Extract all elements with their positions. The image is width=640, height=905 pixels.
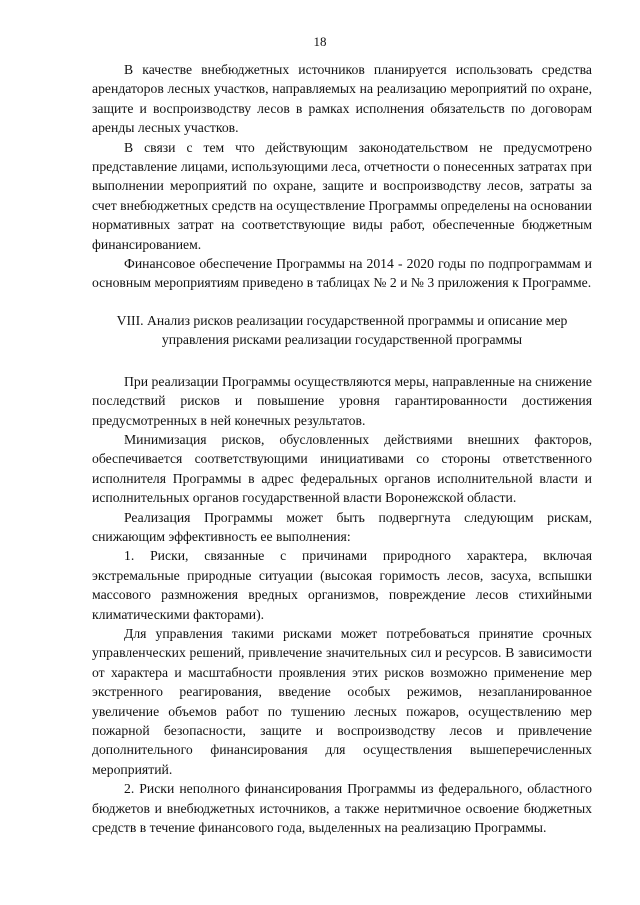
paragraph-financial-support: Финансовое обеспечение Программы на 2014 - 2020 годы по подпрограммам и основным мероприятиям приведено в таблицах № 2 и № 3 приложения к Программе. bbox=[92, 256, 592, 291]
paragraph-risk-natural: 1. Риски, связанные с причинами природного характера, включая экстремальные природные ситуации (высокая горимость лесов, засуха, вспышки массового размножения вредных организмов, повреждение лесов стихийными климатическими факторами). bbox=[92, 548, 592, 622]
section-heading-viii: VIII. Анализ рисков реализации государственной программы и описание мер управления рисками реализации государственной программы bbox=[116, 312, 568, 348]
paragraph-reporting-costs: В связи с тем что действующим законодательством не предусмотрено представление лицами, использующими леса, отчетности о понесенных затратах при выполнении мероприятий по охране, защите и воспроизводству лесов, затраты за счет внебюджетных средств на осуществление Программы определены на основании нормативных затрат на соответствующие виды работ, обеспеченные бюджетным финансированием. bbox=[92, 139, 592, 252]
paragraph-risk-measures: При реализации Программы осуществляются меры, направленные на снижение последствий рисков и повышение уровня гарантированности достижения предусмотренных в ней конечных результатов. bbox=[92, 373, 592, 428]
paragraph-risk-management: Для управления такими рисками может потребоваться принятие срочных управленческих решений, привлечение значительных сил и ресурсов. В зависимости от характера и масштабности проявления этих рисков возможно применение мер экстренного реагирования, введение особых режимов, незапланированное увеличение объемов работ по тушению лесных пожаров, осуществлению мер пожарной безопасности, защите и воспроизводству лесов и привлечение дополнительного финансирования для осуществления вышеперечисленных мероприятий. bbox=[92, 625, 592, 777]
paragraph-risk-list-intro: Реализация Программы может быть подвергнута следующим рискам, снижающим эффективность ее выполнения: bbox=[92, 509, 592, 544]
page-number: 18 bbox=[313, 34, 327, 49]
paragraph-risk-funding: 2. Риски неполного финансирования Программы из федерального, областного бюджетов и внебюджетных источников, а также неритмичное освоение бюджетных средств в течение финансового года, выделенных на реализацию Программы. bbox=[92, 781, 592, 836]
paragraph-offbudget-sources: В качестве внебюджетных источников планируется использовать средства арендаторов лесных участков, направляемых на реализацию мероприятий по охране, защите и воспроизводству лесов в рамках исполнения обязательств по договорам аренды лесных участков. bbox=[92, 62, 592, 136]
document-body bbox=[92, 60, 592, 837]
paragraph-risk-minimization: Минимизация рисков, обусловленных действиями внешних факторов, обеспечивается соответствующими инициативами со стороны ответственного исполнителя Программы в адрес федеральных органов исполнительной власти и исполнительных органов государственной власти Воронежской области. bbox=[92, 431, 592, 506]
